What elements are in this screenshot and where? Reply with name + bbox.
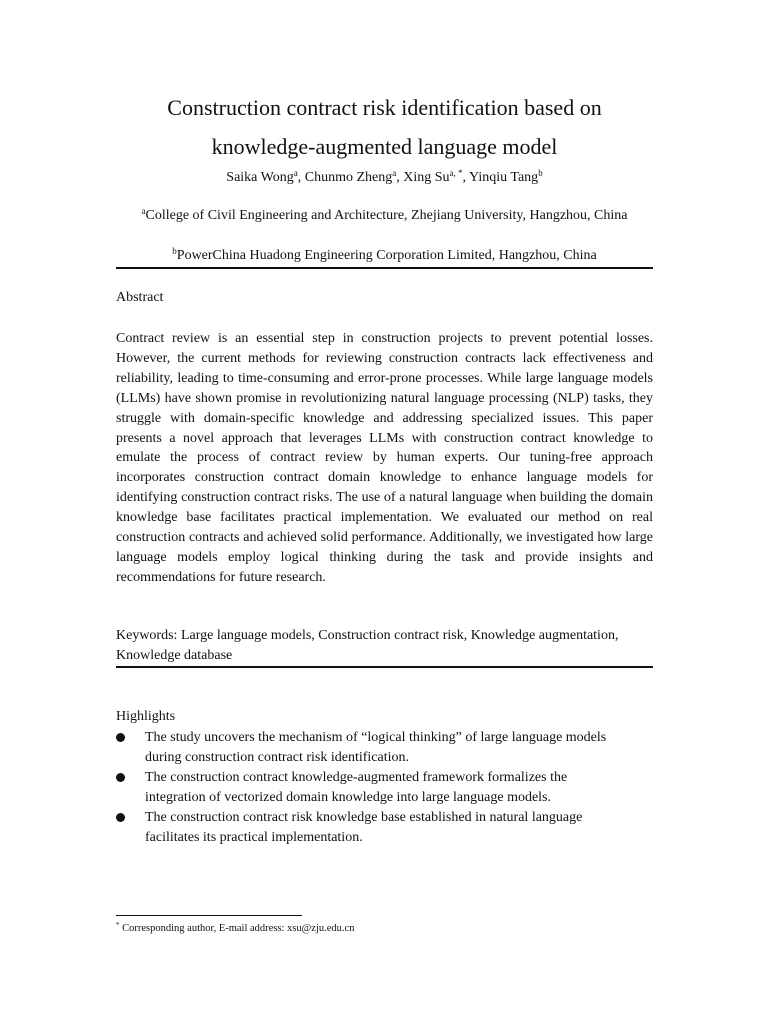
affiliation-a	[116, 206, 653, 226]
bullet-icon	[116, 773, 125, 782]
author-name: Yinqiu Tang	[469, 170, 539, 185]
header-divider	[116, 267, 653, 269]
author-affiliation-mark: a, *	[449, 168, 463, 178]
author-name: Saika Wong	[226, 170, 294, 185]
highlight-text: The study uncovers the mechanism of “logical thinking” of large language models during construction contract risk identification.	[145, 730, 607, 765]
footnote-divider	[116, 915, 302, 916]
highlights-list	[116, 728, 653, 848]
affiliation-text: PowerChina Huadong Engineering Corporation Limited, Hangzhou, China	[176, 248, 597, 263]
author-affiliation-mark: b	[538, 168, 543, 178]
highlight-item	[116, 768, 615, 808]
paper-title-line-1: Construction contract risk identification based on	[167, 95, 602, 120]
highlights-heading: Highlights	[116, 709, 176, 724]
highlight-text: The construction contract knowledge-augmented framework formalizes the integration of vectorized domain knowledge into large language models.	[145, 770, 568, 805]
footnote-text: Corresponding author, E-mail address: xsu@zju.edu.cn	[119, 923, 355, 934]
abstract-heading: Abstract	[116, 290, 164, 305]
author-separator: ,	[396, 170, 404, 185]
highlight-item	[116, 808, 615, 848]
author-affiliation-mark: a	[293, 168, 298, 178]
affiliation-text: College of Civil Engineering and Architecture, Zhejiang University, Hangzhou, China	[145, 208, 628, 223]
affiliation-b	[116, 246, 653, 266]
keywords-divider	[116, 666, 653, 668]
author-separator: ,	[297, 170, 305, 185]
keywords	[116, 626, 653, 666]
affiliation-mark: b	[172, 246, 177, 256]
bullet-icon	[116, 813, 125, 822]
highlight-item	[116, 728, 615, 768]
author-separator: ,	[462, 170, 470, 185]
author-name: Chunmo Zheng	[304, 170, 393, 185]
keywords-label: Keywords:	[116, 628, 181, 643]
author-list	[116, 169, 653, 187]
footnote	[116, 922, 354, 936]
author-name: Xing Su	[403, 170, 450, 185]
keywords-text: Large language models, Construction contract risk, Knowledge augmentation, Knowledge database	[116, 628, 619, 663]
footnote-mark: *	[116, 921, 120, 929]
affiliation-mark: a	[141, 206, 146, 216]
abstract-body: Contract review is an essential step in construction projects to prevent potential losses. However, the current methods for reviewing construction contracts lack effectiveness and reliability, leading to time-consuming and error-prone processes. While large language models (LLMs) have shown promise in revolutionizing natural language processing (NLP) tasks, they struggle with domain-specific knowledge and addressing specialized issues. This paper presents a novel approach that leverages LLMs with construction contract knowledge to emulate the process of contract review by human experts. Our tuning-free approach incorporates construction contract domain knowledge to enhance language models for identifying construction contract risks. The use of a natural language when building the domain knowledge base facilitates practical implementation. We evaluated our method on real construction contracts and achieved solid performance. Additionally, we investigated how large language models employ logical thinking during the task and provide insights and recommendations for future research.	[116, 331, 653, 585]
author-affiliation-mark: a	[392, 168, 397, 178]
paper-title-line-2: knowledge-augmented language model	[211, 134, 558, 159]
highlight-text: The construction contract risk knowledge base established in natural language facilitates its practical implementation.	[145, 810, 583, 845]
bullet-icon	[116, 733, 125, 742]
